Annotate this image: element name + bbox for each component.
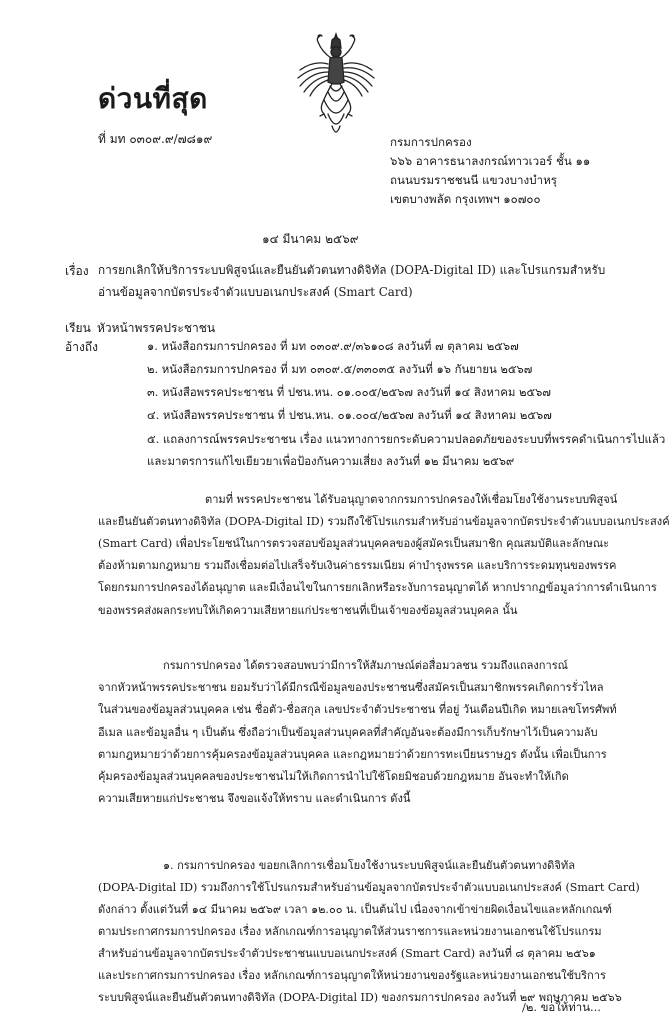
body-line: ต้องห้ามตามกฎหมาย รวมถึงเชื่อมต่อไปเสร็จรับเงินค่าธรรมเนียม ค่าบำรุงพรรค และบริการระดมทุนของพรรค — [98, 559, 617, 572]
garuda-emblem-icon — [294, 30, 378, 142]
body-line: (Smart Card) เพื่อประโยชน์ในการตรวจสอบข้อมูลส่วนบุคคลของผู้สมัครเป็นสมาชิก คุณสมบัติและลักษณะ — [98, 537, 610, 550]
body-line: ระบบพิสูจน์และยืนยันตัวตนทางดิจิทัล (DOPA-Digital ID) ของกรมการปกครอง ลงวันที่ ๒๙ พฤษภาคม ๒๕๖๖ — [98, 991, 622, 1004]
reference-item: ๕. แถลงการณ์พรรคประชาชน เรื่อง แนวทางการยกระดับความปลอดภัยของระบบที่พรรคดำเนินการไปแล้ว — [147, 432, 666, 446]
subject-line: อ่านข้อมูลจากบัตรประจำตัวแบบอเนกประสงค์ (Smart Card) — [98, 285, 413, 299]
body-line: และยืนยันตัวตนทางดิจิทัล (DOPA-Digital ID) รวมถึงใช้โปรแกรมสำหรับอ่านข้อมูลจากบัตรประจำตัวแบบอเนกประสงค์ — [98, 515, 670, 528]
body-line: โดยกรมการปกครองได้อนุญาต และมีเงื่อนไขในการยกเลิกหรือระงับการอนุญาตได้ หากปรากฏข้อมูลว่าการดำเนินการ — [98, 581, 657, 594]
reference-item: ๒. หนังสือกรมการปกครอง ที่ มท ๐๓๐๙.๕/๓๓๐๓๕ ลงวันที่ ๑๖ กันยายน ๒๕๖๗ — [147, 362, 533, 376]
document-number: ที่ มท ๐๓๐๙.๙/๗๘๑๙ — [98, 132, 213, 146]
reference-item: ๔. หนังสือพรรคประชาชน ที่ ปชน.หน. ๐๑.๐๐๔/๒๕๖๗ ลงวันที่ ๑๔ สิงหาคม ๒๕๖๗ — [147, 408, 552, 422]
body-line: ในส่วนของข้อมูลส่วนบุคคล เช่น ชื่อตัว-ชื่อสกุล เลขประจำตัวประชาชน ที่อยู่ วันเดือนปีเกิด หมายเลขโทรศัพท์ — [98, 703, 617, 716]
body-line: จากหัวหน้าพรรคประชาชน ยอมรับว่าได้มีกรณีข้อมูลของประชาชนซึ่งสมัครเป็นสมาชิกพรรคเกิดการรั่วไหล — [98, 681, 604, 694]
body-line: ดังกล่าว ตั้งแต่วันที่ ๑๔ มีนาคม ๒๕๖๙ เวลา ๑๒.๐๐ น. เป็นต้นไป เนื่องจากเข้าข่ายผิดเงื่อนไขและหลักเกณฑ์ — [98, 903, 612, 916]
letter-date: ๑๔ มีนาคม ๒๕๖๙ — [262, 232, 359, 246]
reference-item-continuation: และมาตรการแก้ไขเยียวยาเพื่อป้องกันความเสี่ยง ลงวันที่ ๑๒ มีนาคม ๒๕๖๙ — [147, 454, 515, 468]
body-line: คุ้มครองข้อมูลส่วนบุคคลของประชาชนไม่ให้เกิดการนำไปใช้โดยมิชอบด้วยกฎหมาย อันจะทำให้เกิด — [98, 770, 569, 783]
body-line: ตามที่ พรรคประชาชน ได้รับอนุญาตจากกรมการปกครองให้เชื่อมโยงใช้งานระบบพิสูจน์ — [205, 493, 618, 506]
body-line: ของพรรคส่งผลกระทบให้เกิดความเสียหายแก่ประชาชนที่เป็นเจ้าของข้อมูลส่วนบุคคล นั้น — [98, 604, 518, 617]
body-line: อีเมล และข้อมูลอื่น ๆ เป็นต้น ซึ่งถือว่าเป็นข้อมูลส่วนบุคคลที่สำคัญอันจะต้องมีการเก็บรักษาไว้เป็นความลับ — [98, 726, 598, 739]
urgency-heading: ด่วนที่สุด — [98, 82, 208, 115]
body-line: กรมการปกครอง ได้ตรวจสอบพบว่ามีการให้สัมภาษณ์ต่อสื่อมวลชน รวมถึงแถลงการณ์ — [163, 659, 568, 672]
recipient-label: เรียน — [65, 321, 91, 335]
body-line: ความเสียหายแก่ประชาชน จึงขอแจ้งให้ทราบ และดำเนินการ ดังนี้ — [98, 792, 411, 805]
sender-address-line: ถนนบรมราชชนนี แขวงบางบำหรุ — [390, 173, 557, 187]
sender-address-line: เขตบางพลัด กรุงเทพฯ ๑๐๗๐๐ — [390, 192, 541, 206]
body-line: ๑. กรมการปกครอง ขอยกเลิกการเชื่อมโยงใช้งานระบบพิสูจน์และยืนยันตัวตนทางดิจิทัล — [163, 859, 575, 872]
body-line: (DOPA-Digital ID) รวมถึงการใช้โปรแกรมสำหรับอ่านข้อมูลจากบัตรประจำตัวแบบอเนกประสงค์ (Smart Card) — [98, 881, 640, 894]
subject-label: เรื่อง — [65, 264, 89, 278]
body-line: และประกาศกรมการปกครอง เรื่อง หลักเกณฑ์การอนุญาตให้หน่วยงานของรัฐและหน่วยงานเอกชนใช้บริการ — [98, 969, 606, 982]
body-line: ตามกฎหมายว่าด้วยการคุ้มครองข้อมูลส่วนบุคคล และกฎหมายว่าด้วยการทะเบียนราษฎร ดังนั้น เพื่อเป็นการ — [98, 748, 607, 761]
reference-item: ๑. หนังสือกรมการปกครอง ที่ มท ๐๓๐๙.๙/๓๖๑๐๘ ลงวันที่ ๗ ตุลาคม ๒๕๖๗ — [147, 339, 519, 353]
sender-address-line: กรมการปกครอง — [390, 135, 472, 149]
continuation-note: /๒. ขอให้ท่าน... — [522, 1000, 601, 1014]
recipient-name: หัวหน้าพรรคประชาชน — [97, 321, 216, 335]
body-line: ตามประกาศกรมการปกครอง เรื่อง หลักเกณฑ์การอนุญาตให้ส่วนราชการและหน่วยงานเอกชนใช้โปรแกรม — [98, 925, 602, 938]
body-line: สำหรับอ่านข้อมูลจากบัตรประจำตัวประชาชนแบบอเนกประสงค์ (Smart Card) ลงวันที่ ๘ ตุลาคม ๒๕๖๑ — [98, 947, 596, 960]
subject-line: การยกเลิกให้บริการระบบพิสูจน์และยืนยันตัวตนทางดิจิทัล (DOPA-Digital ID) และโปรแกรมสำหรับ — [98, 263, 606, 277]
references-label: อ้างถึง — [65, 340, 98, 354]
sender-address-line: ๖๖๖ อาคารธนาลงกรณ์ทาวเวอร์ ชั้น ๑๑ — [390, 154, 591, 168]
reference-item: ๓. หนังสือพรรคประชาชน ที่ ปชน.หน. ๐๑.๐๐๕/๒๕๖๗ ลงวันที่ ๑๔ สิงหาคม ๒๕๖๗ — [147, 385, 551, 399]
